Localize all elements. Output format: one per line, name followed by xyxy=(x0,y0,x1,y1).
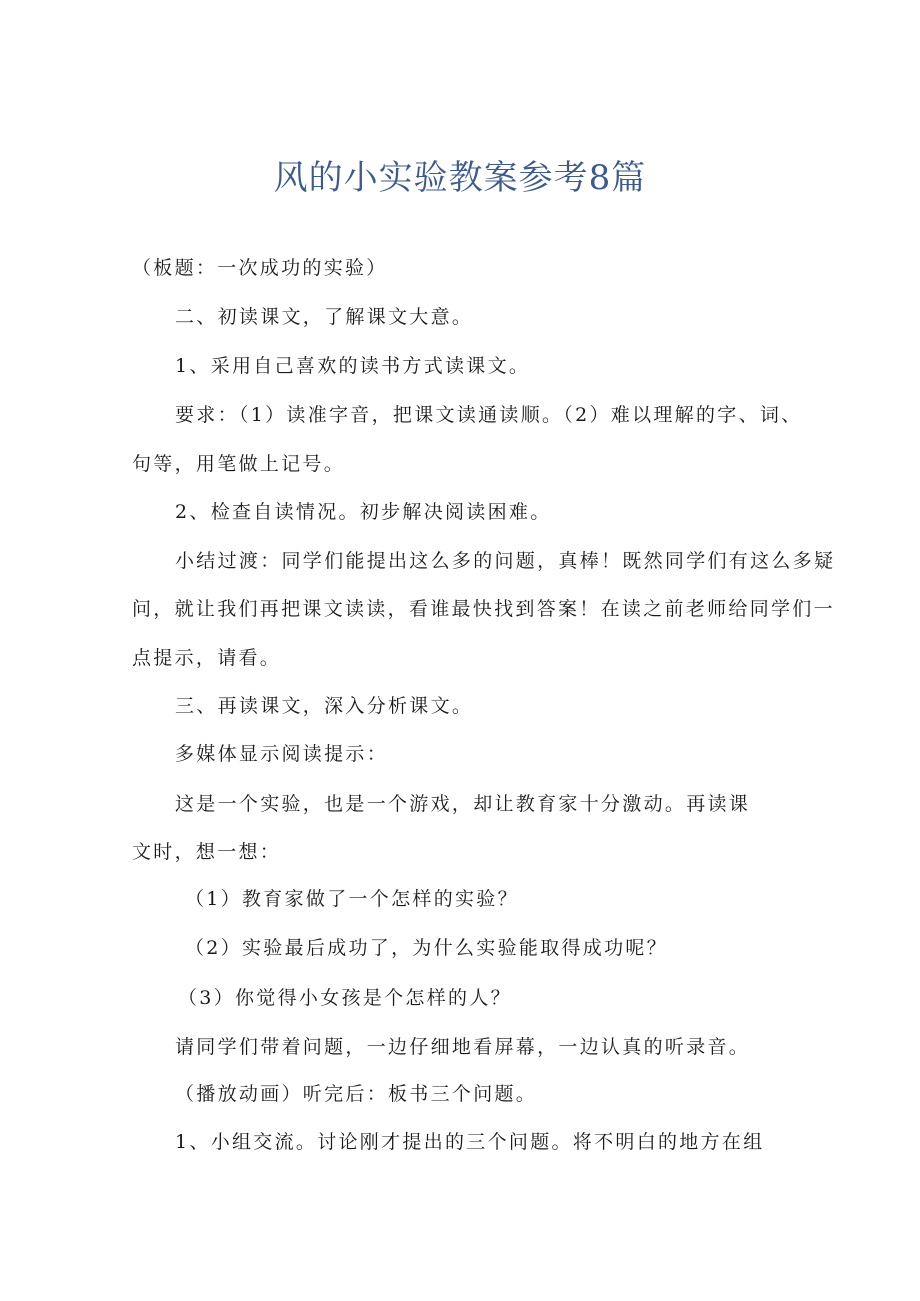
text-line: 小结过渡：同学们能提出这么多的问题，真棒！既然同学们有这么多疑 xyxy=(175,550,836,572)
text-line: 多媒体显示阅读提示： xyxy=(175,743,389,765)
text-line: 问，就让我们再把课文读读，看谁最快找到答案！在读之前老师给同学们一 xyxy=(132,598,835,620)
text-line: 1、采用自己喜欢的读书方式读课文。 xyxy=(175,355,531,377)
text-line: 1、小组交流。讨论刚才提出的三个问题。将不明白的地方在组 xyxy=(175,1131,765,1153)
text-line: （1）教育家做了一个怎样的实验？ xyxy=(185,888,519,910)
text-line: 句等，用笔做上记号。 xyxy=(132,453,346,475)
text-line: 2、检查自读情况。初步解决阅读困难。 xyxy=(175,501,552,523)
text-line: （板题：一次成功的实验） xyxy=(132,257,388,279)
text-line: （2）实验最后成功了，为什么实验能取得成功呢？ xyxy=(185,937,668,959)
text-line: 三、再读课文，深入分析课文。 xyxy=(175,695,474,717)
text-line: 文时，想一想： xyxy=(132,841,282,863)
text-line: （3）你觉得小女孩是个怎样的人？ xyxy=(178,987,512,1009)
text-line: 要求：（1）读准字音，把课文读通读顺。（2）难以理解的字、词、 xyxy=(175,404,803,426)
document-title: 风的小实验教案参考8篇 xyxy=(273,158,647,198)
text-line: 请同学们带着问题，一边仔细地看屏幕，一边认真的听录音。 xyxy=(175,1036,751,1058)
text-line: 点提示，请看。 xyxy=(132,647,282,669)
text-line: （播放动画）听完后：板书三个问题。 xyxy=(175,1083,538,1105)
text-line: 二、初读课文，了解课文大意。 xyxy=(175,306,474,328)
text-line: 这是一个实验，也是一个游戏，却让教育家十分激动。再读课 xyxy=(175,793,751,815)
